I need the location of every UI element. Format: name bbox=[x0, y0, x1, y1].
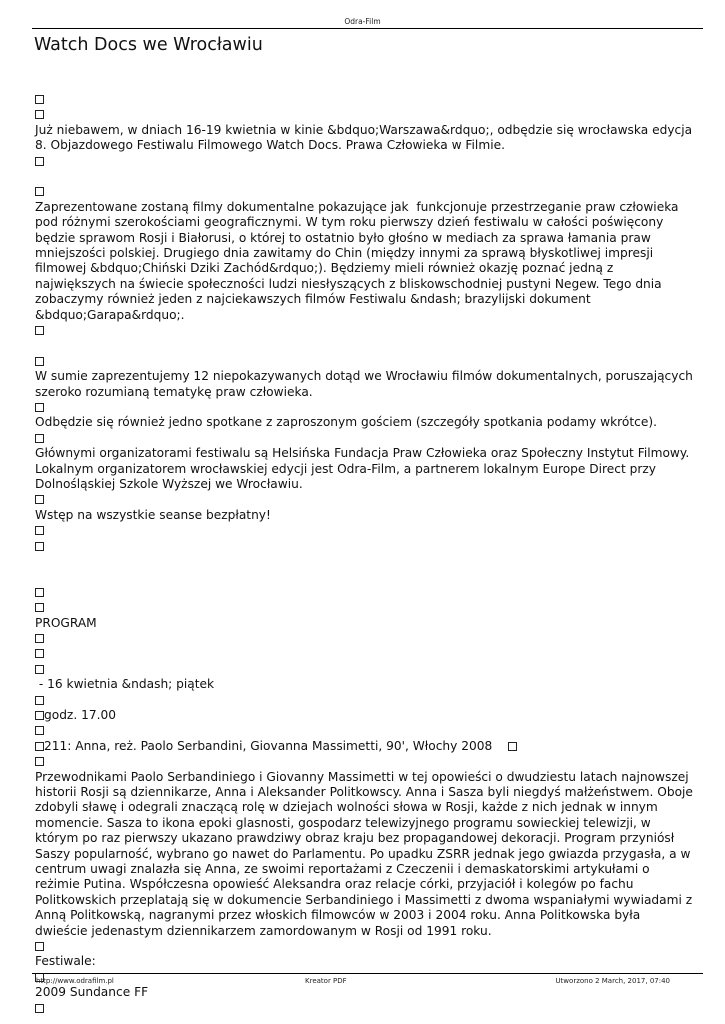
missing-glyph-box bbox=[35, 434, 44, 443]
missing-glyph-box bbox=[35, 588, 44, 597]
paragraph-organizers: Głównymi organizatorami festiwalu są Helsińska Fundacja Praw Człowieka oraz Społeczny Instytut Filmowy. Lokalnym organizatorem wrocławskiej edycji jest Odra-Film, a partnerem lokalnym Europe Direct przy Dolnośląskiej Szkole Wyższej we Wrocławiu. bbox=[35, 446, 694, 491]
missing-glyph-box bbox=[35, 726, 44, 735]
program-film-title: 211: Anna, reż. Paolo Serbandini, Giovanna Massimetti, 90', Włochy 2008 bbox=[44, 738, 493, 753]
film-description: Przewodnikami Paolo Serbandiniego i Giovanny Massimetti w tej opowieści o dwudziestu latach najnowszej historii Rosji są dziennikarze, Anna i Aleksander Politkowscy. Anna i Sasza byli niegdyś małżeństwem. Oboje zdobyli sławę i odegrali znaczącą rolę w dziejach wolności słowa w Rosji, każde z nich jednak w innym momencie. Sasza to ikona epoki glasnosti, gospodarz telewizyjnego programu sowieckiej telewizji, w którym po raz pierwszy ukazano prawdziwy obraz kraju bez propagandowej dekoracji. Program przyniósł Saszy popularność, wybrano go nawet do Parlamentu. Po upadku ZSRR jednak jego gwiazda przygasła, a w centrum uwagi znalazła się Anna, ze swoimi reportażami z Czeczenii i demaskatorskimi artykułami o reżimie Putina. Współczesna opowieść Aleksandra oraz relacje córki, przyjaciół i kolegów po fachu Politkowskich przeplatają się w dokumencie Serbandiniego i Massimetti z dwoma wspaniałymi wywiadami z Anną Politkowską, nagranymi przez włoskich filmowców w 2003 i 2004 roku. Anna Politkowska była dwieście jedenastym dziennikarzem zamordowanym w Rosji od 1991 roku. bbox=[35, 769, 697, 938]
missing-glyph-box bbox=[508, 742, 517, 751]
missing-glyph-box bbox=[35, 110, 44, 119]
header-site-name: Odra-Film bbox=[344, 17, 381, 26]
missing-glyph-box bbox=[35, 326, 44, 335]
festivals-label: Festiwale: bbox=[35, 954, 96, 969]
footer-url: http://www.odrafilm.pl bbox=[36, 977, 114, 985]
paragraph-summary: W sumie zaprezentujemy 12 niepokazywanych dotąd we Wrocławiu filmów dokumentalnych, poruszających szeroko rozumianą tematykę praw człowieka. bbox=[35, 369, 697, 399]
header-divider bbox=[32, 28, 703, 29]
missing-glyph-box bbox=[35, 357, 44, 366]
missing-glyph-box bbox=[35, 742, 44, 751]
missing-glyph-box bbox=[35, 95, 44, 104]
missing-glyph-box bbox=[35, 665, 44, 674]
festival-item: 2009 Sundance FF bbox=[35, 985, 149, 1000]
missing-glyph-box bbox=[35, 157, 44, 166]
missing-glyph-box bbox=[35, 526, 44, 535]
paragraph-meeting: Odbędzie się również jedno spotkane z zaproszonym gościem (szczegóły spotkania podamy wkrótce). bbox=[35, 415, 657, 430]
missing-glyph-box bbox=[35, 634, 44, 643]
missing-glyph-box bbox=[35, 711, 44, 720]
missing-glyph-box bbox=[35, 696, 44, 705]
paragraph-intro: Już niebawem, w dniach 16-19 kwietnia w kinie &bdquo;Warszawa&rdquo;, odbędzie się wrocławska edycja 8. Objazdowego Festiwalu Filmowego Watch Docs. Prawa Człowieka w Filmie. bbox=[35, 122, 696, 153]
program-day: - 16 kwietnia &ndash; piątek bbox=[35, 677, 215, 692]
article-body bbox=[35, 92, 695, 1016]
missing-glyph-box bbox=[35, 542, 44, 551]
paragraph-films: Zaprezentowane zostaną filmy dokumentalne pokazujące jak funkcjonuje przestrzeganie praw człowieka pod różnymi szerokościami geograficznymi. W tym roku pierwszy dzień festiwalu w całości poświęcony będzie sprawom Rosji i Białorusi, o której to ostatnio było głośno w mediach za sprawa łamania praw mniejszości polskiej. Drugiego dnia zawitamy do Chin (między innymi za sprawą błyskotliwej impresji filmowej &bdquo;Chiński Dziki Zachód&rdquo;). Będziemy mieli również okazję poznać jedną z największych na świecie społeczności ludzi niesłyszących z bliskowschodniej pustyni Negew. Tego dnia zobaczymy również jeden z najciekawszych filmów Festiwalu &ndash; brazylijski dokument &bdquo;Garapa&rdquo;. bbox=[35, 199, 683, 322]
footer-created: Utworzono 2 March, 2017, 07:40 bbox=[555, 977, 670, 985]
missing-glyph-box bbox=[35, 187, 44, 196]
footer-divider bbox=[32, 973, 703, 974]
program-heading: PROGRAM bbox=[35, 615, 97, 630]
missing-glyph-box bbox=[35, 942, 44, 951]
missing-glyph-box bbox=[35, 403, 44, 412]
missing-glyph-box bbox=[35, 757, 44, 766]
page-title: Watch Docs we Wrocławiu bbox=[34, 35, 263, 55]
program-time: godz. 17.00 bbox=[44, 707, 116, 722]
paragraph-free-entry: Wstęp na wszystkie seanse bezpłatny! bbox=[35, 507, 271, 522]
missing-glyph-box bbox=[35, 603, 44, 612]
footer-generator: Kreator PDF bbox=[305, 977, 347, 985]
missing-glyph-box bbox=[35, 1004, 44, 1013]
missing-glyph-box bbox=[35, 649, 44, 658]
missing-glyph-box bbox=[35, 495, 44, 504]
